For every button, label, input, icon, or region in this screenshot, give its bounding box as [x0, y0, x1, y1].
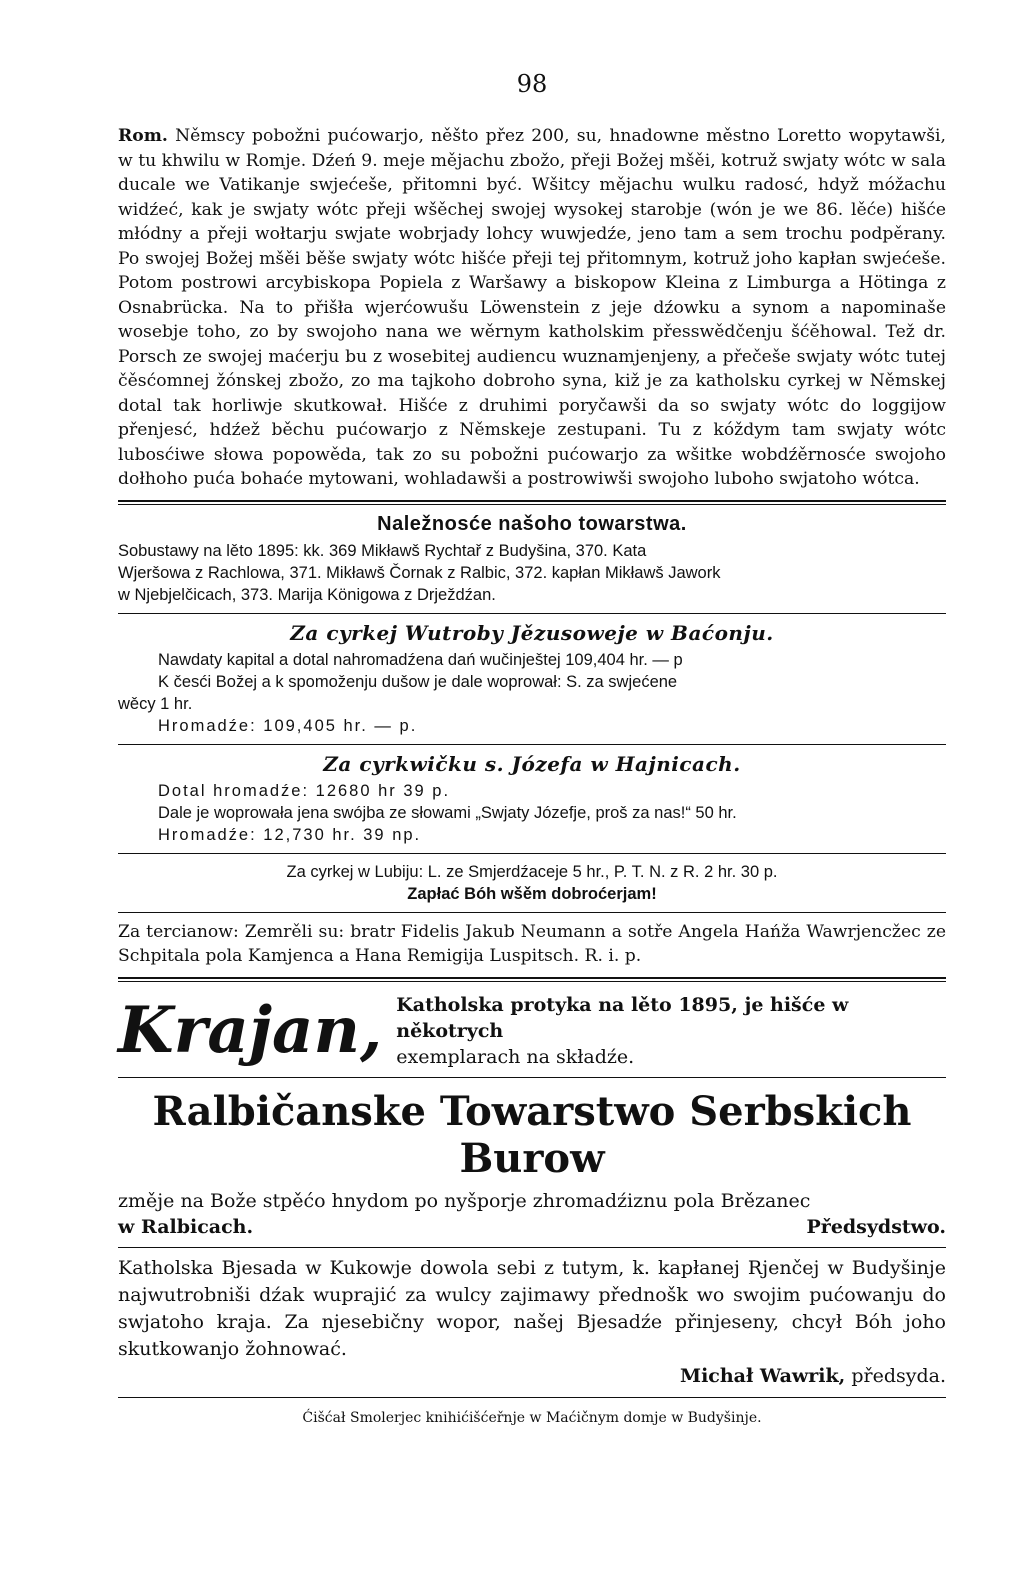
krajan-notice	[118, 992, 946, 1070]
printer-footer: Ćišćał Smolerjec knihićišćeřnje w Maćičnym domje w Budyšinje.	[302, 1409, 762, 1426]
members-line-3: w Njebjelčicach, 373. Marija Königowa z Drježdźan.	[118, 585, 496, 604]
rom-text: Němscy pobožni pućowarjo, něšto přez 200, su, hnadowne městno Loretto wopytawši, w tu khwilu w Romje. Dźeń 9. meje mějachu zbožo, přeji Božej mšěi, kotruž swjaty wótc w sala ducale we Vatikanje swjećeše, přitomni być. Wšitcy mějachu wulku radosć, hdyž móžachu widźeć, kak je swjaty wótc přeji wšěchej swojej wysokej starobje (wón je we 86. lěće) hišće młódny a přeji wołtarju swjate wobrjady lohcy wuwjedźe, jeno tam a sem trochu podpěrany. Po swojej Božej mšěi běše swjaty wótc hišće přeji tej přitomnym, kotruž joho kapłan swjećeše. Potom postrowi arcybiskopa Popiela z Waršawy a biskopow Kleina z Limburga a Hötinga z Osnabrücka. Na to přišła wjerćowušu Löwenstein z jeje dźowku a synom a napominaše wosebje toho, zo by swojoho nana we wěrnym katholskim přesswědčenju šćěhowal. Tež dr. Porsch ze swojej maćerju bu z wosebitej audiencu wuznamjenjeny, a přečeše swjaty wótc tutej čěsćomnej žónskej zbožo, zo ma tajkoho dobroho syna, kiž je za katholsku cyrkej w Němskej dotal tak horliwje skutkował. Hišće z druhimi poryčawši da so swjaty wótc do loggijow přenjesć, hdźež běchu pućowarjo z Němskeje zestupani. Tu z kóždym tam swjaty wótc lubosćiwe słowa popowěda, tak zo su pobožni pućowarjo za wšitke wobdźěrnosće swojoho dołhoho puća bohaće mytowani, wohladawši a postrowiwši swojoho luboho swjatoho wótca.	[118, 126, 946, 489]
section-title-bacon: Za cyrkej Wutroby Jězusoweje w Baćonju.	[290, 620, 774, 645]
ralbicy-line-1	[118, 1188, 946, 1214]
hajnicy-total: Hromadźe: 12,730 hr. 39 np.	[158, 825, 422, 844]
thanks-line: Zapłać Bóh wšěm dobroćerjam!	[407, 884, 657, 903]
ralbicy-board: Předsydstwo.	[806, 1215, 946, 1238]
bacon-line-1: Nawdaty kapital a dotal nahromadźena dań wučinještej 109,404 hr. — p	[158, 650, 683, 669]
members-line-1: Sobustawy na lěto 1895: kk. 369 Mikławš Rychtař z Budyšina, 370. Kata	[118, 541, 647, 560]
rom-paragraph	[118, 124, 946, 492]
ralbicy-place: w Ralbicach.	[118, 1215, 254, 1238]
rom-lead: Rom.	[118, 126, 168, 146]
bacon-total: Hromadźe: 109,405 hr. — p.	[158, 716, 418, 735]
bacon-line-2: K česći Božej a k spomoženju dušow je dale woprował: S. za swjećene	[158, 672, 678, 691]
divider	[118, 853, 946, 854]
krajan-title: Krajan,	[118, 992, 383, 1068]
divider	[118, 1397, 946, 1398]
lubij-line: Za cyrkej w Lubiju: L. ze Smjerdźaceje 5 hr., P. T. N. z R. 2 hr. 30 p.	[286, 862, 778, 881]
signature-role: předsyda.	[851, 1364, 946, 1387]
divider	[118, 1247, 946, 1248]
signature	[118, 1363, 946, 1390]
section-divider	[118, 500, 946, 505]
krajan-text	[396, 992, 946, 1070]
section-title-hajnicy: Za cyrkwičku s. Józefa w Hajnicach.	[323, 751, 741, 776]
members-line-2: Wjeršowa z Rachlowa, 371. Mikławš Čornak z Ralbic, 372. kapłan Mikławš Jawork	[118, 563, 721, 582]
hajnicy-line-2: Dale je woprowała jena swójba ze słowami „Swjaty Józefje, proš za nas!“ 50 hr.	[158, 803, 737, 822]
divider	[118, 1077, 946, 1078]
section-title-towarstwo: Naležnosće našoho towarstwa.	[377, 512, 687, 535]
tercian-paragraph: Za tercianow: Zemrěli su: bratr Fidelis Jakub Neumann a sotře Angela Hańža Wawrjencžec ze Schpitala pola Kamjenca a Hana Remigija Luspitsch. R. i. p.	[118, 921, 946, 966]
divider	[118, 912, 946, 913]
bjesada-paragraph: Katholska Bjesada w Kukowje dowola sebi z tutym, k. kapłanej Rjenčej w Budyšinje najwutrobniši dźak wuprajić za wulcy zajimawy přednošk wo swojim pućowanju do swjatoho kraja. Za njesebičny wopor, našej Bjesadźe přinjeseny, chcył Bóh joho skutkowanjo žohnować.	[118, 1256, 946, 1360]
divider	[118, 613, 946, 614]
page-number: 98	[516, 70, 548, 98]
krajan-text-line-1: Katholska protyka na lěto 1895, je hišće w někotrych	[396, 993, 849, 1042]
ralbicy-line-2	[118, 1214, 946, 1240]
krajan-text-line-2: exemplarach na składźe.	[396, 1045, 635, 1068]
ralbicy-title: Ralbičanske Towarstwo Serbskich Burow	[152, 1087, 912, 1182]
hajnicy-line-1: Dotal hromadźe: 12680 hr 39 p.	[158, 781, 451, 800]
bacon-line-3: wěcy 1 hr.	[118, 694, 193, 713]
section-divider	[118, 977, 946, 982]
signature-name: Michał Wawrik,	[680, 1364, 846, 1387]
divider	[118, 744, 946, 745]
document-page	[118, 70, 946, 1426]
ralbicy-text: změje na Bože stpěćo hnydom po nyšporje zhromadźiznu pola Brězanec	[118, 1189, 811, 1212]
